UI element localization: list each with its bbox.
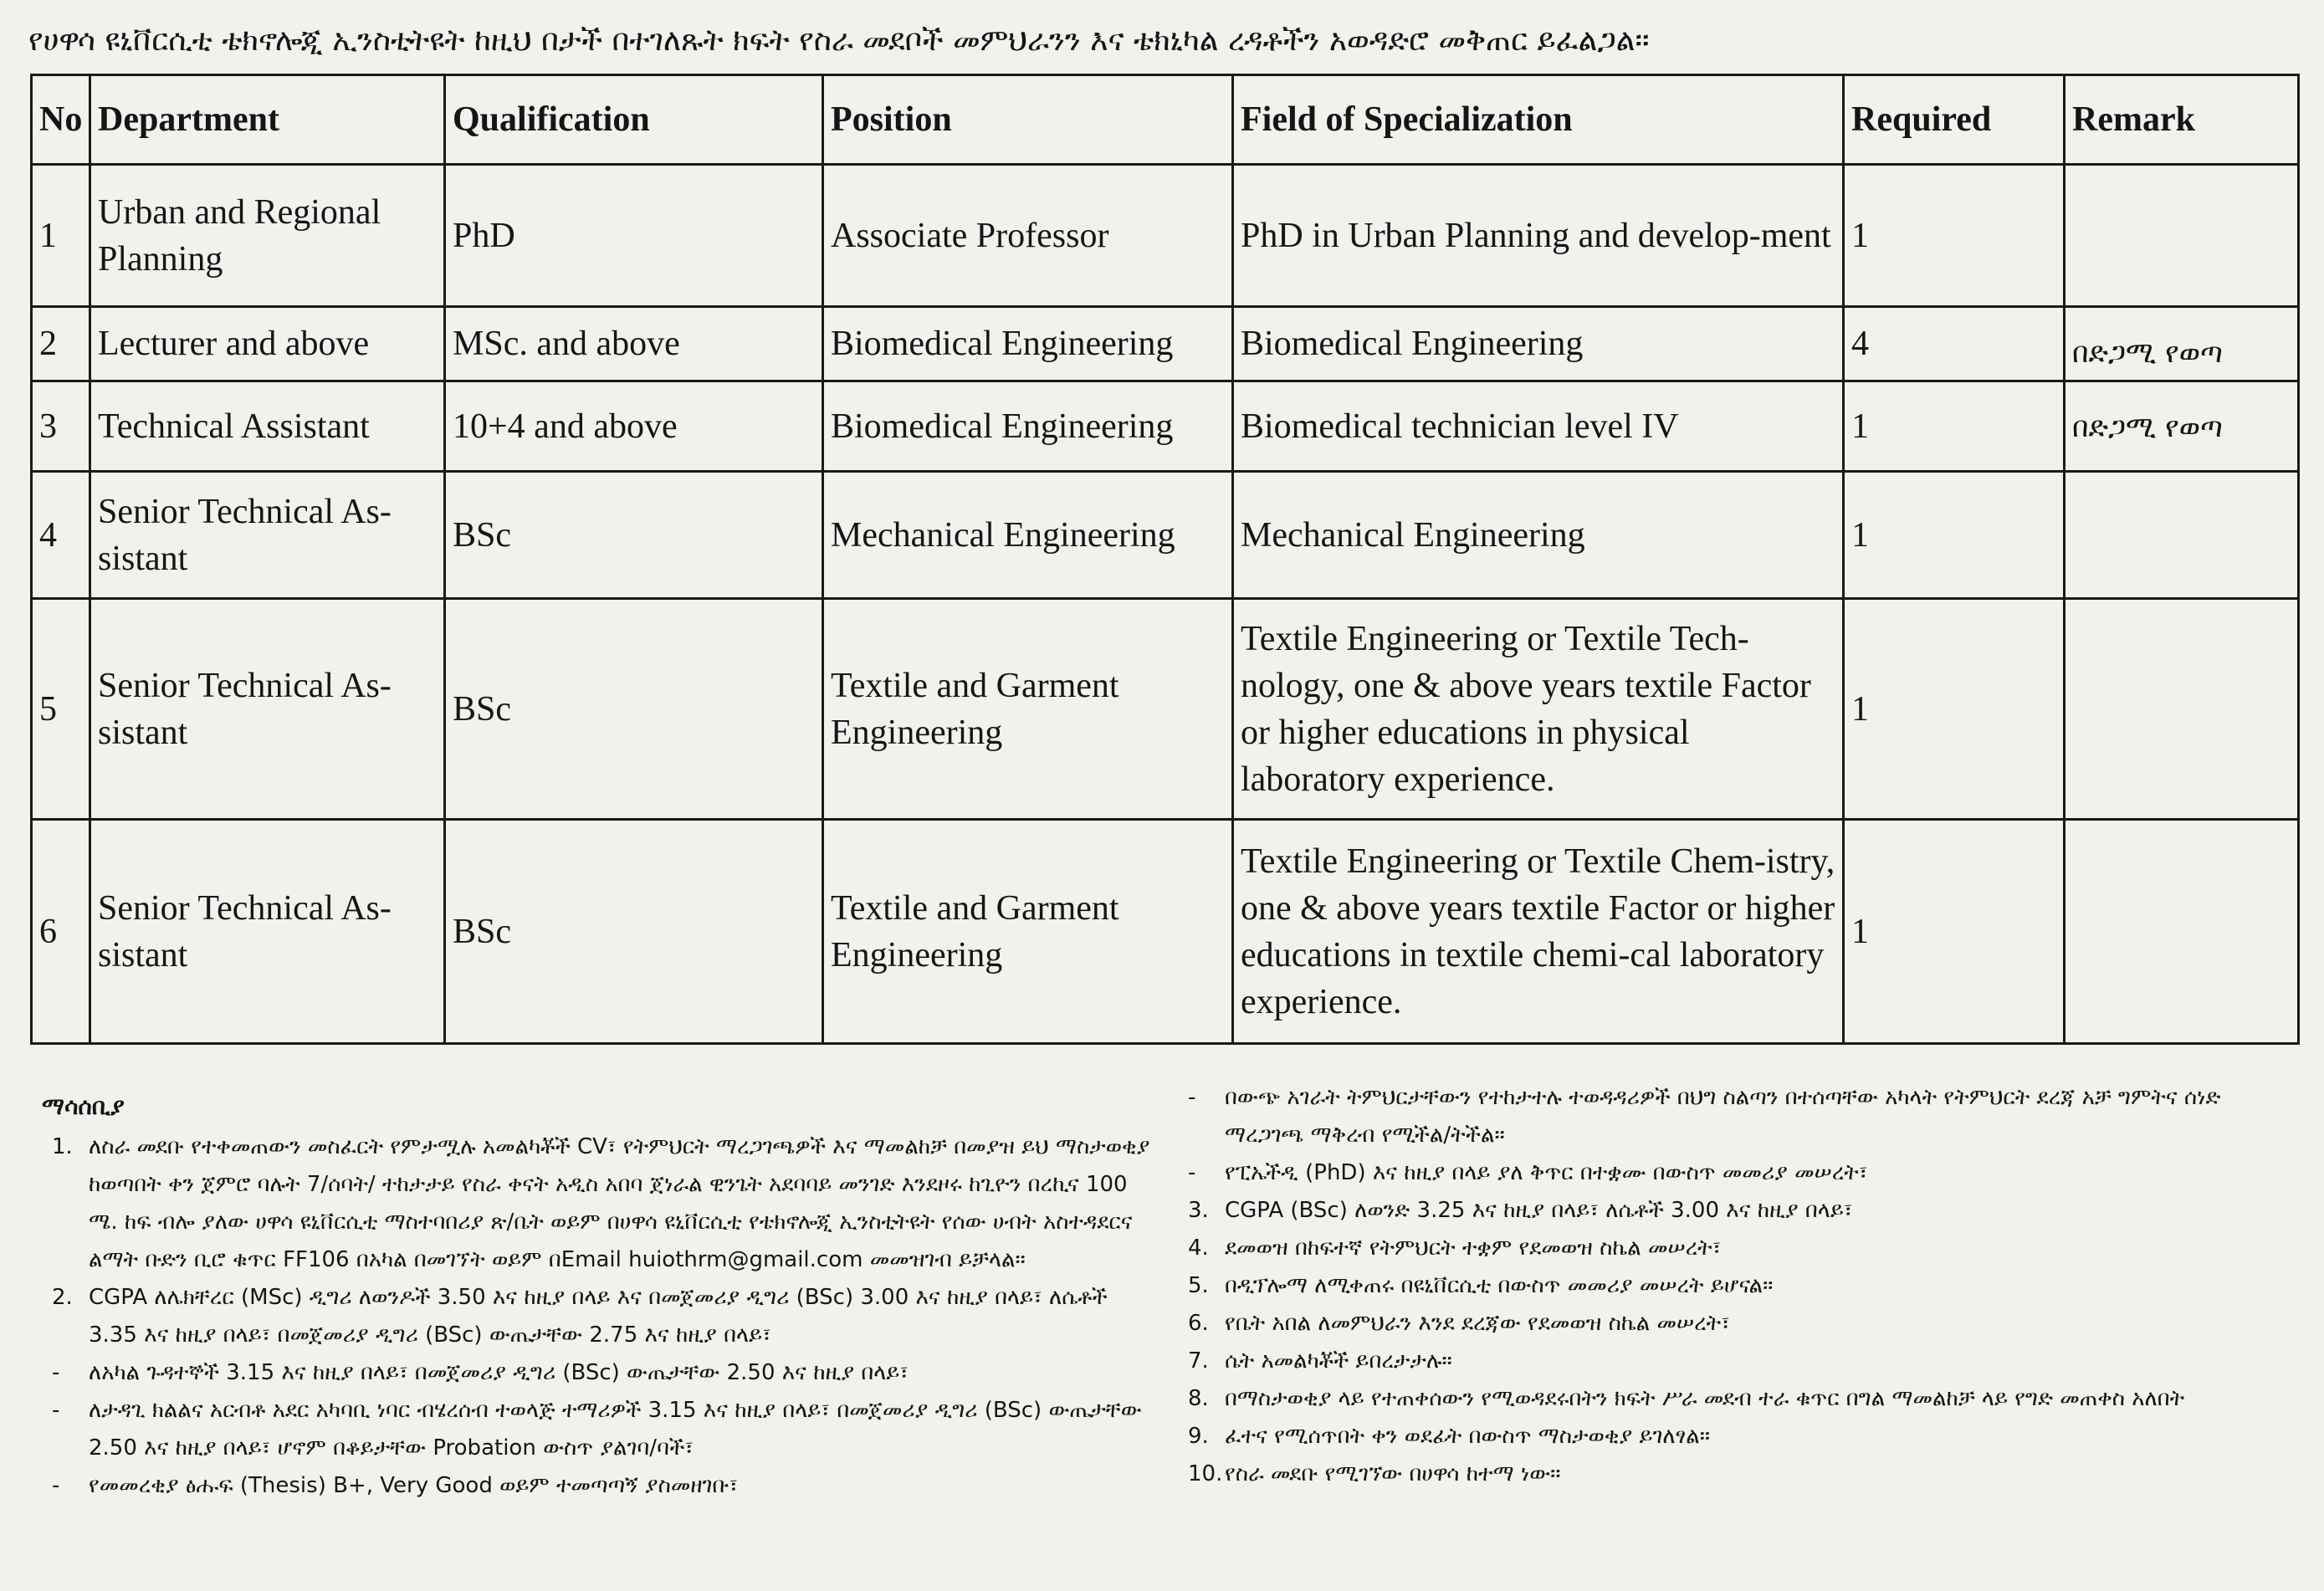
note-number: - (52, 1473, 60, 1498)
header-field: Field of Specialization (1233, 75, 1844, 165)
note-number: 5. (1188, 1273, 1209, 1298)
cell-remark (2065, 165, 2299, 307)
cell-field: PhD in Urban Planning and develop-ment (1233, 165, 1844, 307)
header-remark: Remark (2065, 75, 2299, 165)
cell-required: 1 (1844, 381, 2065, 472)
note-item (1178, 1154, 2299, 1192)
cell-department: Senior Technical As-sistant (90, 820, 445, 1044)
cell-qualification: BSc (445, 599, 823, 820)
table-row (32, 307, 2299, 381)
cell-field: Biomedical Engineering (1233, 307, 1844, 381)
cell-department: Senior Technical As-sistant (90, 599, 445, 820)
header-position: Position (823, 75, 1233, 165)
notes-right-column (1178, 1079, 2299, 1493)
cell-required: 1 (1844, 165, 2065, 307)
note-number: - (52, 1398, 60, 1423)
note-number: 9. (1188, 1424, 1209, 1449)
note-text: ለአካል ጉዳተኞች 3.15 እና ከዚያ በላይ፣ በመጀመሪያ ዲግሪ (BSc) ውጤታቸው 2.50 እና ከዚያ በላይ፣ (89, 1360, 909, 1385)
note-text: ፈተና የሚሰጥበት ቀን ወደፊት በውስጥ ማስታወቂያ ይገለፃል፡፡ (1225, 1424, 1711, 1449)
cell-position: Biomedical Engineering (823, 307, 1233, 381)
note-item (1178, 1418, 2299, 1455)
table-row (32, 472, 2299, 599)
cell-no: 6 (32, 820, 90, 1044)
cell-required: 1 (1844, 820, 2065, 1044)
note-text: በማስታወቂያ ላይ የተጠቀሰውን የሚወዳደሩበትን ክፍት ሥራ መደብ ተራ ቁጥር በግል ማመልከቻ ላይ የግድ መጠቀስ አለበት (1225, 1386, 2185, 1411)
header-required: Required (1844, 75, 2065, 165)
cell-field: Textile Engineering or Textile Tech-nology, one & above years textile Factor or higher educations in physical laboratory experience. (1233, 599, 1844, 820)
cell-qualification: MSc. and above (445, 307, 823, 381)
cell-qualification: 10+4 and above (445, 381, 823, 472)
note-item (42, 1128, 1154, 1279)
note-text: የመመረቂያ ፅሑፍ (Thesis) B+, Very Good ወይም ተመጣጣኝ ያስመዘገቡ፣ (89, 1473, 739, 1498)
note-number: - (1188, 1160, 1196, 1185)
cell-required: 1 (1844, 472, 2065, 599)
note-text: የስራ መደቡ የሚገኘው በሀዋሳ ከተማ ነው፡፡ (1225, 1461, 1561, 1486)
note-text: የፒኤችዲ (PhD) እና ከዚያ በላይ ያለ ቅጥር በተቋሙ በውስጥ መመሪያ መሠረት፣ (1225, 1160, 1868, 1185)
cell-position: Biomedical Engineering (823, 381, 1233, 472)
note-text: በውጭ አገራት ትምህርታቸውን የተከታተሉ ተወዳዳሪዎች በህግ ስልጣን በተሰጣቸው አካላት የትምህርት ደረጃ አቻ ግምትና ሰነድ ማረጋገጫ ማቅረብ የሚችል/ትችል፡፡ (1225, 1085, 2221, 1148)
cell-required: 4 (1844, 307, 2065, 381)
note-number: 7. (1188, 1348, 1209, 1374)
cell-remark (2065, 820, 2299, 1044)
cell-qualification: PhD (445, 165, 823, 307)
cell-qualification: BSc (445, 472, 823, 599)
cell-no: 2 (32, 307, 90, 381)
note-text: CGPA (BSc) ለወንድ 3.25 እና ከዚያ በላይ፣ ለሴቶች 3.00 እና ከዚያ በላይ፣ (1225, 1198, 1853, 1223)
note-item (1178, 1455, 2299, 1493)
note-item (1178, 1343, 2299, 1380)
note-text: ለስራ መደቡ የተቀመጠውን መስፈርት የምታሟሉ አመልካቾች CV፣ የትምህርት ማረጋገጫዎች እና ማመልከቻ በመያዝ ይህ ማስታወቂያ ከወጣበት ቀን ጀምሮ ባሉት 7/ሰባት/ ተከታታይ የስራ ቀናት አዲስ አበባ ጀነራል ዊንጌት አደባባይ መንገድ እንደዞሩ ከጊዮን በረኪና 100 ሜ. ከፍ ብሎ ያለው ሀዋሳ ዩኒቨርሲቲ ማስተባበሪያ ጽ/ቤት ወይም በሀዋሳ ዩኒቨርሲቲ የቴክኖሎጂ ኢንስቲትዩት የሰው ሀብት አስተዳደርና ልማት ቡድን ቢሮ ቁጥር FF106 በአካል በመገኘት ወይም በEmail huiothrm@gmail.com መመዝገብ ይቻላል፡፡ (89, 1134, 1150, 1272)
cell-field: Textile Engineering or Textile Chem-istry, one & above years textile Factor or higher educations in textile chemi-cal laboratory experience. (1233, 820, 1844, 1044)
announcement-title: የሀዋሳ ዩኒቨርሲቲ ቴክኖሎጂ ኢንስቲትዩት ከዚህ በታች በተገለጹት ክፍት የስራ መደቦች መምህራንን እና ቴክኒካል ረዳቶችን አወዳድሮ መቅጠር ይፈልጋል፡፡ (28, 23, 1650, 58)
note-number: - (52, 1360, 60, 1385)
note-item (1178, 1267, 2299, 1305)
cell-no: 1 (32, 165, 90, 307)
cell-department: Urban and Regional Planning (90, 165, 445, 307)
note-text: የቤት አበል ለመምህራን እንደ ደረጃው የደመወዝ ስኬል መሠረት፣ (1225, 1311, 1730, 1336)
note-number: 2. (52, 1285, 73, 1310)
cell-remark: በድጋሚ የወጣ (2065, 307, 2299, 381)
note-item (42, 1354, 1154, 1392)
table-row (32, 165, 2299, 307)
note-number: - (1188, 1085, 1196, 1110)
table-header-row (32, 75, 2299, 165)
note-item (42, 1279, 1154, 1354)
note-text: ደመወዝ በከፍተኛ የትምህርት ተቋም የደመወዝ ስኬል መሠረት፣ (1225, 1235, 1722, 1261)
header-department: Department (90, 75, 445, 165)
header-qualification: Qualification (445, 75, 823, 165)
cell-field: Mechanical Engineering (1233, 472, 1844, 599)
cell-field: Biomedical technician level IV (1233, 381, 1844, 472)
note-number: 10. (1188, 1461, 1223, 1486)
notes-left-column (42, 1087, 1154, 1505)
note-text: ሴት አመልካቾች ይበረታታሉ፡፡ (1225, 1348, 1452, 1374)
note-number: 8. (1188, 1386, 1209, 1411)
note-item (42, 1392, 1154, 1467)
cell-position: Textile and Garment Engineering (823, 599, 1233, 820)
note-text: CGPA ለሌክቸረር (MSc) ዲግሪ ለወንዶች 3.50 እና ከዚያ በላይ እና በመጀመሪያ ዲግሪ (BSc) 3.00 እና ከዚያ በላይ፣ ለሴቶች 3.35 እና ከዚያ በላይ፣ በመጀመሪያ ዲግሪ (BSc) ውጤታቸው 2.75 እና ከዚያ በላይ፣ (89, 1285, 1108, 1348)
cell-remark (2065, 599, 2299, 820)
table-row (32, 381, 2299, 472)
cell-no: 3 (32, 381, 90, 472)
note-item (1178, 1380, 2299, 1418)
cell-no: 5 (32, 599, 90, 820)
note-number: 4. (1188, 1235, 1209, 1261)
note-text: ለታዳጊ ክልልና አርብቶ አደር አካባቢ ነባር ብሄረሰብ ተወላጅ ተማሪዎች 3.15 እና ከዚያ በላይ፣ በመጀመሪያ ዲግሪ (BSc) ውጤታቸው 2.50 እና ከዚያ በላይ፣ ሆኖም በቆይታቸው Probation ውስጥ ያልገባ/ባች፣ (89, 1398, 1142, 1461)
note-number: 6. (1188, 1311, 1209, 1336)
cell-department: Senior Technical As-sistant (90, 472, 445, 599)
notes-heading: ማሳሰቢያ (42, 1092, 125, 1120)
cell-required: 1 (1844, 599, 2065, 820)
cell-no: 4 (32, 472, 90, 599)
table-row (32, 820, 2299, 1044)
note-item (42, 1467, 1154, 1505)
note-text: በዲፕሎማ ለሚቀጠሩ በዩኒቨርሲቲ በውስጥ መመሪያ መሠረት ይሆናል፡፡ (1225, 1273, 1774, 1298)
cell-department: Lecturer and above (90, 307, 445, 381)
note-item (1178, 1230, 2299, 1267)
header-no: No (32, 75, 90, 165)
cell-position: Mechanical Engineering (823, 472, 1233, 599)
note-number: 3. (1188, 1198, 1209, 1223)
table-row (32, 599, 2299, 820)
cell-qualification: BSc (445, 820, 823, 1044)
note-number: 1. (52, 1134, 73, 1159)
note-item (1178, 1192, 2299, 1230)
cell-remark: በድጋሚ የወጣ (2065, 381, 2299, 472)
cell-position: Textile and Garment Engineering (823, 820, 1233, 1044)
cell-remark (2065, 472, 2299, 599)
cell-department: Technical Assistant (90, 381, 445, 472)
note-item (1178, 1079, 2299, 1154)
cell-position: Associate Professor (823, 165, 1233, 307)
vacancy-table (30, 74, 2300, 1045)
note-item (1178, 1305, 2299, 1343)
